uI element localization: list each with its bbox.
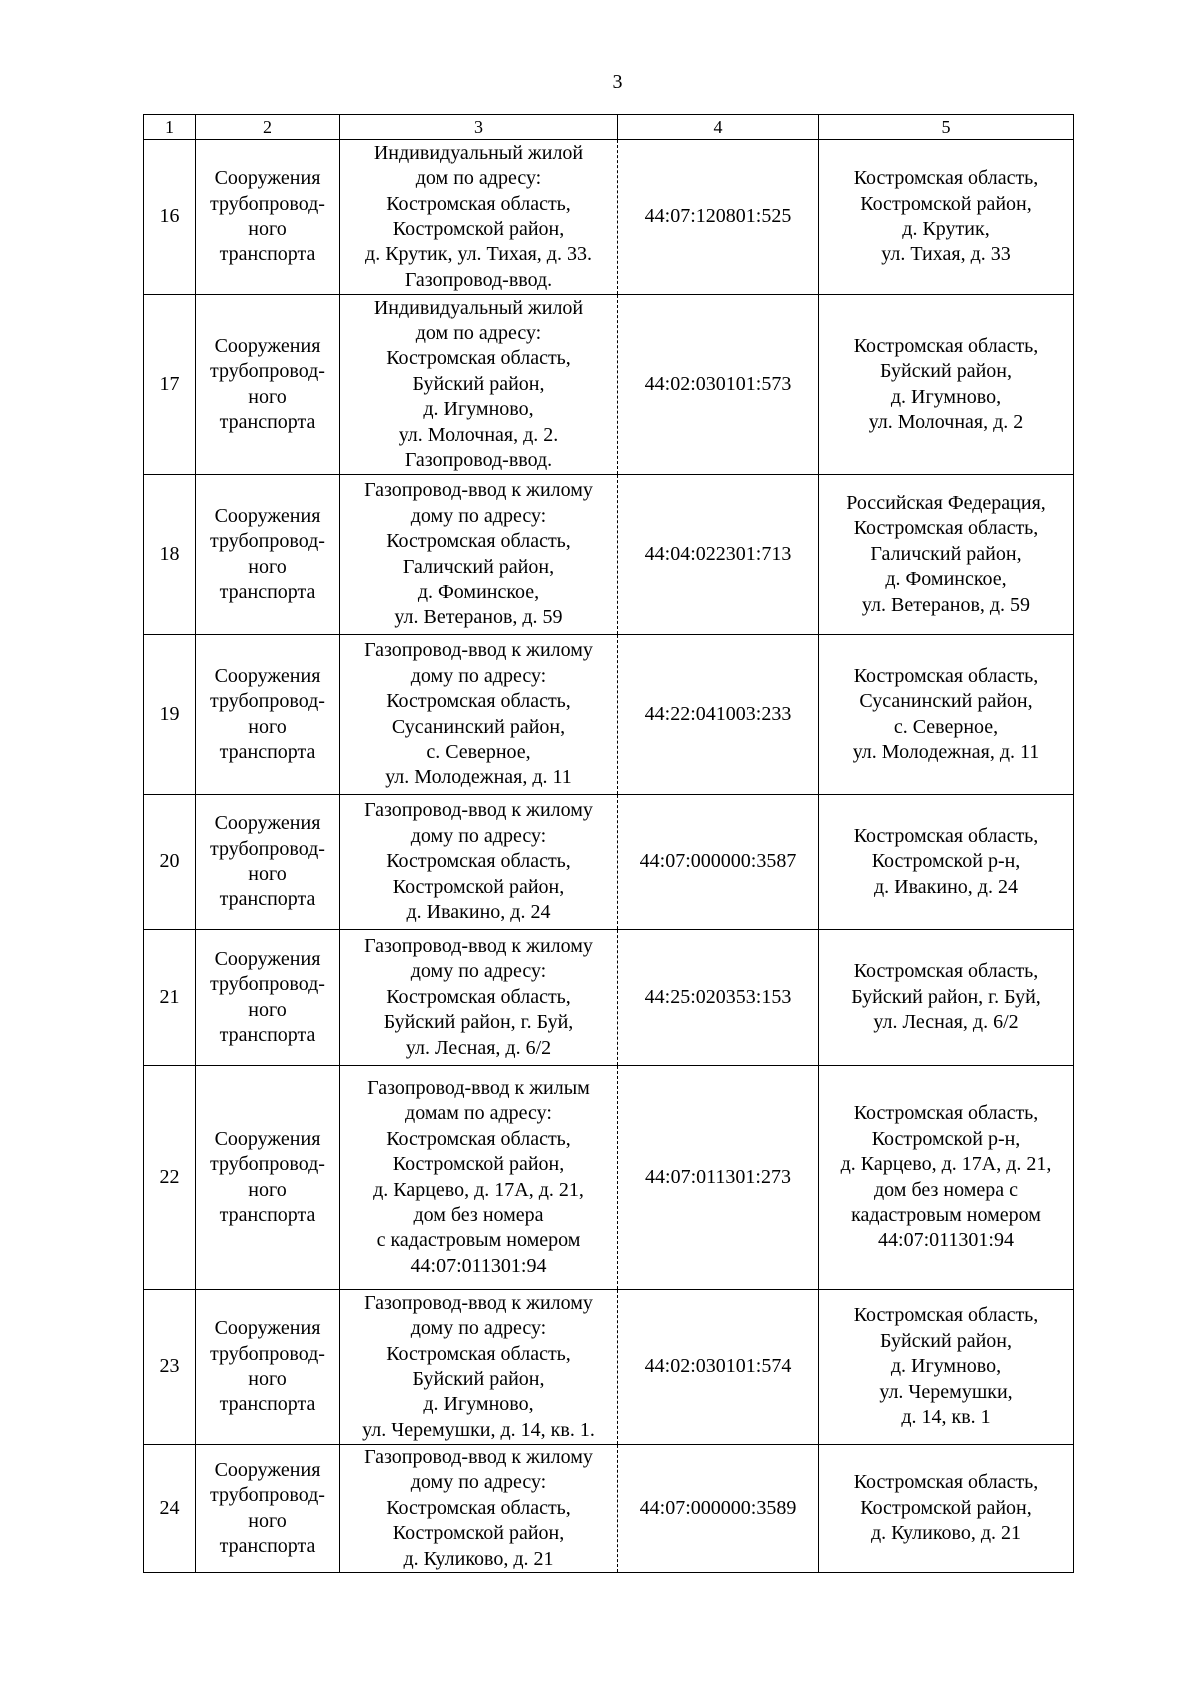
row-number: 21 — [144, 930, 196, 1066]
table-row — [144, 795, 1074, 930]
table-row — [144, 140, 1074, 295]
header-col-1: 1 — [144, 115, 196, 140]
object-type: Сооружения трубопровод- ного транспорта — [196, 1066, 340, 1290]
cadastral-number: 44:22:041003:233 — [618, 635, 819, 795]
object-name: Индивидуальный жилой дом по адресу: Костромская область, Буйский район, д. Игумново, ул. Молочная, д. 2. Газопровод-ввод. — [340, 295, 618, 475]
object-address: Костромская область, Костромской район, д. Крутик, ул. Тихая, д. 33 — [819, 140, 1074, 295]
row-number: 16 — [144, 140, 196, 295]
object-name: Газопровод-ввод к жилому дому по адресу: Костромская область, Костромской район, д. Куликово, д. 21 — [340, 1445, 618, 1573]
row-number: 18 — [144, 475, 196, 635]
object-address: Российская Федерация, Костромская область, Галичский район, д. Фоминское, ул. Ветеранов, д. 59 — [819, 475, 1074, 635]
object-name: Газопровод-ввод к жилым домам по адресу: Костромская область, Костромской район, д. Карцево, д. 17А, д. 21, дом без номера с кадастровым номером 44:07:011301:94 — [340, 1066, 618, 1290]
row-number: 19 — [144, 635, 196, 795]
table-row — [144, 295, 1074, 475]
page-number: 3 — [612, 71, 623, 93]
row-number: 17 — [144, 295, 196, 475]
table-row — [144, 1290, 1074, 1445]
object-address: Костромская область, Буйский район, г. Буй, ул. Лесная, д. 6/2 — [819, 930, 1074, 1066]
object-type: Сооружения трубопровод- ного транспорта — [196, 795, 340, 930]
row-number: 22 — [144, 1066, 196, 1290]
object-type: Сооружения трубопровод- ного транспорта — [196, 1290, 340, 1445]
row-number: 23 — [144, 1290, 196, 1445]
table-row — [144, 1445, 1074, 1573]
object-name: Газопровод-ввод к жилому дому по адресу: Костромская область, Буйский район, г. Буй, ул. Лесная, д. 6/2 — [340, 930, 618, 1066]
cadastral-number: 44:07:011301:273 — [618, 1066, 819, 1290]
header-col-3: 3 — [340, 115, 618, 140]
object-address: Костромская область, Буйский район, д. Игумново, ул. Молочная, д. 2 — [819, 295, 1074, 475]
object-address: Костромская область, Костромской р-н, д. Карцево, д. 17А, д. 21, дом без номера с кадастровым номером 44:07:011301:94 — [819, 1066, 1074, 1290]
object-address: Костромская область, Сусанинский район, с. Северное, ул. Молодежная, д. 11 — [819, 635, 1074, 795]
row-number: 20 — [144, 795, 196, 930]
header-row — [144, 115, 1074, 140]
object-address: Костромская область, Костромской район, д. Куликово, д. 21 — [819, 1445, 1074, 1573]
cadastral-number: 44:07:000000:3589 — [618, 1445, 819, 1573]
object-type: Сооружения трубопровод- ного транспорта — [196, 475, 340, 635]
object-type: Сооружения трубопровод- ного транспорта — [196, 635, 340, 795]
cadastral-number: 44:02:030101:573 — [618, 295, 819, 475]
object-name: Индивидуальный жилой дом по адресу: Костромская область, Костромской район, д. Крутик, ул. Тихая, д. 33. Газопровод-ввод. — [340, 140, 618, 295]
object-type: Сооружения трубопровод- ного транспорта — [196, 295, 340, 475]
object-type: Сооружения трубопровод- ного транспорта — [196, 1445, 340, 1573]
row-number: 24 — [144, 1445, 196, 1573]
object-name: Газопровод-ввод к жилому дому по адресу: Костромская область, Костромской район, д. Ивакино, д. 24 — [340, 795, 618, 930]
header-col-2: 2 — [196, 115, 340, 140]
table-header — [144, 115, 1074, 140]
object-address: Костромская область, Буйский район, д. Игумново, ул. Черемушки, д. 14, кв. 1 — [819, 1290, 1074, 1445]
object-name: Газопровод-ввод к жилому дому по адресу: Костромская область, Сусанинский район, с. Северное, ул. Молодежная, д. 11 — [340, 635, 618, 795]
header-col-4: 4 — [618, 115, 819, 140]
table-row — [144, 930, 1074, 1066]
header-col-5: 5 — [819, 115, 1074, 140]
object-name: Газопровод-ввод к жилому дому по адресу: Костромская область, Галичский район, д. Фоминское, ул. Ветеранов, д. 59 — [340, 475, 618, 635]
object-type: Сооружения трубопровод- ного транспорта — [196, 930, 340, 1066]
object-address: Костромская область, Костромской р-н, д. Ивакино, д. 24 — [819, 795, 1074, 930]
cadastral-number: 44:07:120801:525 — [618, 140, 819, 295]
cadastral-number: 44:07:000000:3587 — [618, 795, 819, 930]
cadastral-number: 44:04:022301:713 — [618, 475, 819, 635]
registry-table — [143, 114, 1074, 1573]
object-name: Газопровод-ввод к жилому дому по адресу: Костромская область, Буйский район, д. Игумново, ул. Черемушки, д. 14, кв. 1. — [340, 1290, 618, 1445]
table-row — [144, 1066, 1074, 1290]
table-row — [144, 635, 1074, 795]
table-body — [144, 140, 1074, 1573]
cadastral-number: 44:02:030101:574 — [618, 1290, 819, 1445]
object-type: Сооружения трубопровод- ного транспорта — [196, 140, 340, 295]
table-row — [144, 475, 1074, 635]
cadastral-number: 44:25:020353:153 — [618, 930, 819, 1066]
